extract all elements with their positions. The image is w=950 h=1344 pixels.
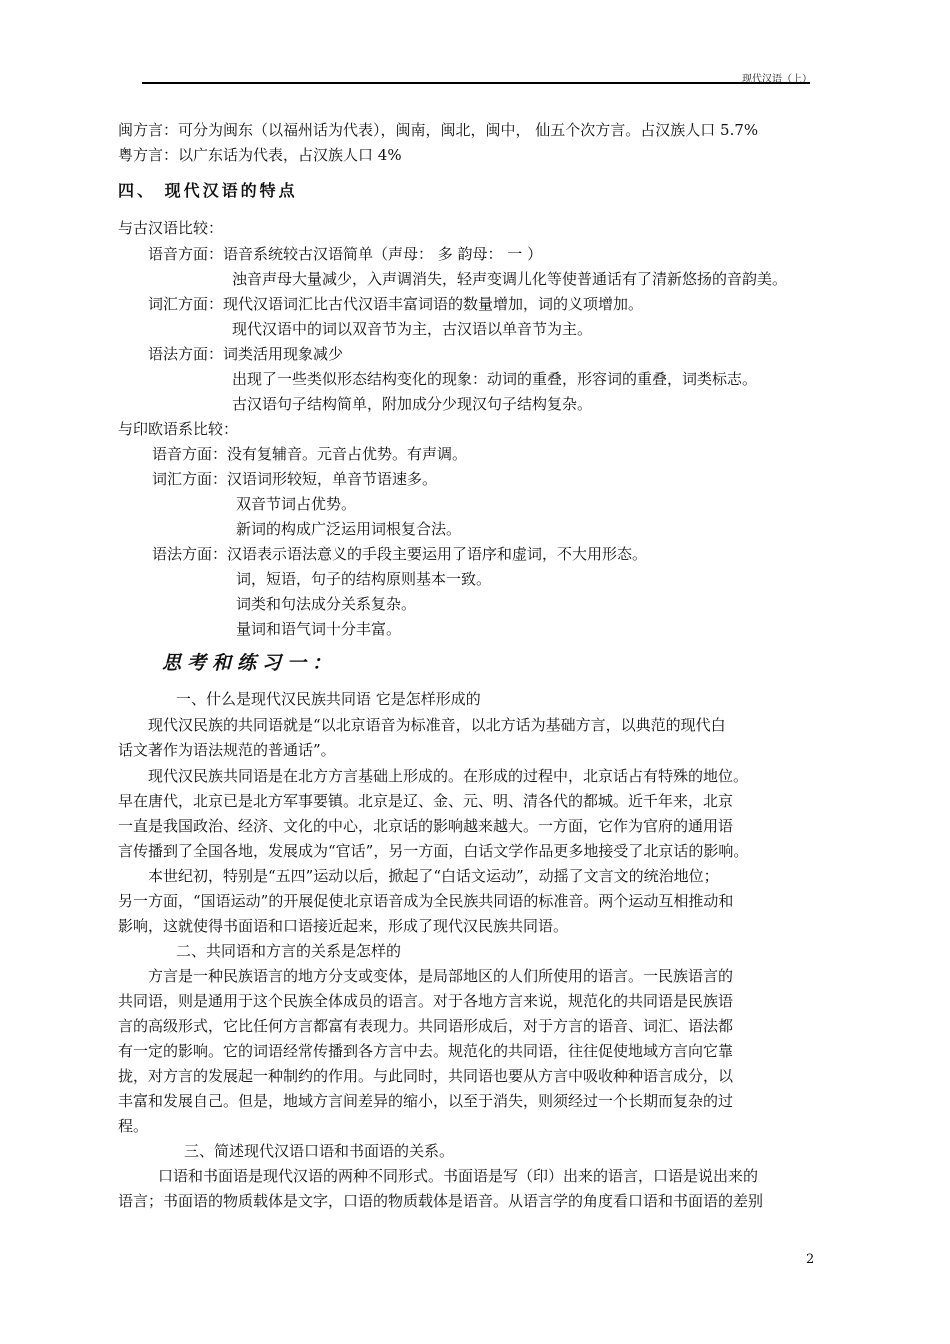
- exercise-answer-line: 有一定的影响。它的词语经常传播到各方言中去。规范化的共同语，往往促使地域方言向它靠: [118, 1042, 734, 1060]
- exercise-answer-line: 共同语，则是通用于这个民族全体成员的语言。对于各地方言来说，规范化的共同语是民族语: [118, 992, 734, 1010]
- exercise-question-1: 一、什么是现代汉民族共同语 它是怎样形成的: [176, 690, 481, 708]
- ancient-line: 古汉语句子结构简单，附加成分少现汉句子结构复杂。: [232, 395, 593, 413]
- indoeuropean-line: 词汇方面：汉语词形较短，单音节语速多。: [152, 470, 438, 488]
- exercise-answer-line: 言传播到了全国各地，发展成为“官话”，另一方面，白话文学作品更多地接受了北京话的影响。: [118, 842, 749, 860]
- page-number: 2: [806, 1252, 815, 1267]
- indoeuropean-line: 词类和句法成分关系复杂。: [236, 595, 417, 613]
- ancient-line: 语法方面：词类活用现象减少: [148, 345, 344, 363]
- dialect-yue-line: 粤方言：以广东话为代表，占汉族人口 4%: [118, 146, 402, 164]
- exercise-answer-line: 本世纪初，特别是“五四”运动以后，掀起了“白话文运动”，动摇了文言文的统治地位；: [148, 867, 719, 885]
- exercise-answer-line: 一直是我国政治、经济、文化的中心，北京话的影响越来越大。一方面，它作为官府的通用语: [118, 817, 734, 835]
- indoeuropean-line: 词，短语，句子的结构原则基本一致。: [236, 570, 492, 588]
- indoeuropean-line: 量词和语气词十分丰富。: [236, 620, 402, 638]
- indoeuropean-line: 语法方面：汉语表示语法意义的手段主要运用了语序和虚词，不大用形态。: [152, 545, 648, 563]
- indoeuropean-line: 新词的构成广泛运用词根复合法。: [236, 520, 462, 538]
- indoeuropean-line: 双音节词占优势。: [236, 495, 357, 513]
- exercise-answer-line: 早在唐代，北京已是北方军事要镇。北京是辽、金、元、明、清各代的都城。近千年来，北京: [118, 792, 734, 810]
- vs-indoeuropean-intro: 与印欧语系比较：: [118, 420, 239, 438]
- exercise-answer-line: 话文著作为语法规范的普通话”。: [118, 741, 336, 759]
- exercise-answer-line: 方言是一种民族语言的地方分支或变体，是局部地区的人们所使用的语言。一民族语言的: [148, 967, 734, 985]
- exercise-answer-line: 拢，对方言的发展起一种制约的作用。与此同时，共同语也要从方言中吸收种种语言成分，以: [118, 1067, 734, 1085]
- exercises-heading: 思考和练习一：: [162, 652, 338, 674]
- ancient-line: 现代汉语中的词以双音节为主，古汉语以单音节为主。: [232, 320, 593, 338]
- exercise-answer-line: 另一方面，“国语运动”的开展促使北京语音成为全民族共同语的标准音。两个运动互相推动和: [118, 892, 734, 910]
- dialect-min-line: 闽方言：可分为闽东（以福州话为代表），闽南，闽北，闽中， 仙五个次方言。占汉族人口 5.7%: [118, 121, 759, 139]
- section-heading: 四、 现代汉语的特点: [118, 181, 298, 200]
- running-header: 现代汉语（上）: [742, 74, 812, 85]
- exercise-answer-line: 现代汉民族的共同语就是“以北京语音为标准音，以北方话为基础方言，以典范的现代白: [148, 716, 726, 734]
- ancient-line: 浊音声母大量减少，入声调消失，轻声变调儿化等使普通话有了清新悠扬的音韵美。: [232, 270, 788, 288]
- exercise-answer-line: 口语和书面语是现代汉语的两种不同形式。书面语是写（印）出来的语言，口语是说出来的: [158, 1167, 759, 1185]
- ancient-line: 出现了一些类似形态结构变化的现象：动词的重叠，形容词的重叠，词类标志。: [232, 370, 758, 388]
- exercise-answer-line: 影响，这就使得书面语和口语接近起来，形成了现代汉民族共同语。: [118, 917, 569, 935]
- exercise-question-3: 三、简述现代汉语口语和书面语的关系。: [184, 1142, 455, 1160]
- exercise-answer-line: 程。: [118, 1117, 149, 1135]
- vs-ancient-intro: 与古汉语比较：: [118, 219, 224, 237]
- exercise-answer-line: 丰富和发展自己。但是，地域方言间差异的缩小，以至于消失，则须经过一个长期而复杂的过: [118, 1092, 734, 1110]
- exercise-question-2: 二、共同语和方言的关系是怎样的: [176, 942, 402, 960]
- indoeuropean-line: 语音方面：没有复辅音。元音占优势。有声调。: [152, 445, 468, 463]
- exercise-answer-line: 言的高级形式，它比任何方言都富有表现力。共同语形成后，对于方言的语音、词汇、语法都: [118, 1017, 734, 1035]
- header-rule: [142, 82, 810, 84]
- ancient-line: 语音方面：语音系统较古汉语简单（声母： 多 韵母： 一 ）: [148, 245, 543, 263]
- ancient-line: 词汇方面：现代汉语词汇比古代汉语丰富词语的数量增加，词的义项增加。: [148, 295, 644, 313]
- exercise-answer-line: 现代汉民族共同语是在北方方言基础上形成的。在形成的过程中，北京话占有特殊的地位。: [148, 767, 749, 785]
- exercise-answer-line: 语言；书面语的物质载体是文字，口语的物质载体是语音。从语言学的角度看口语和书面语的差别: [118, 1192, 764, 1210]
